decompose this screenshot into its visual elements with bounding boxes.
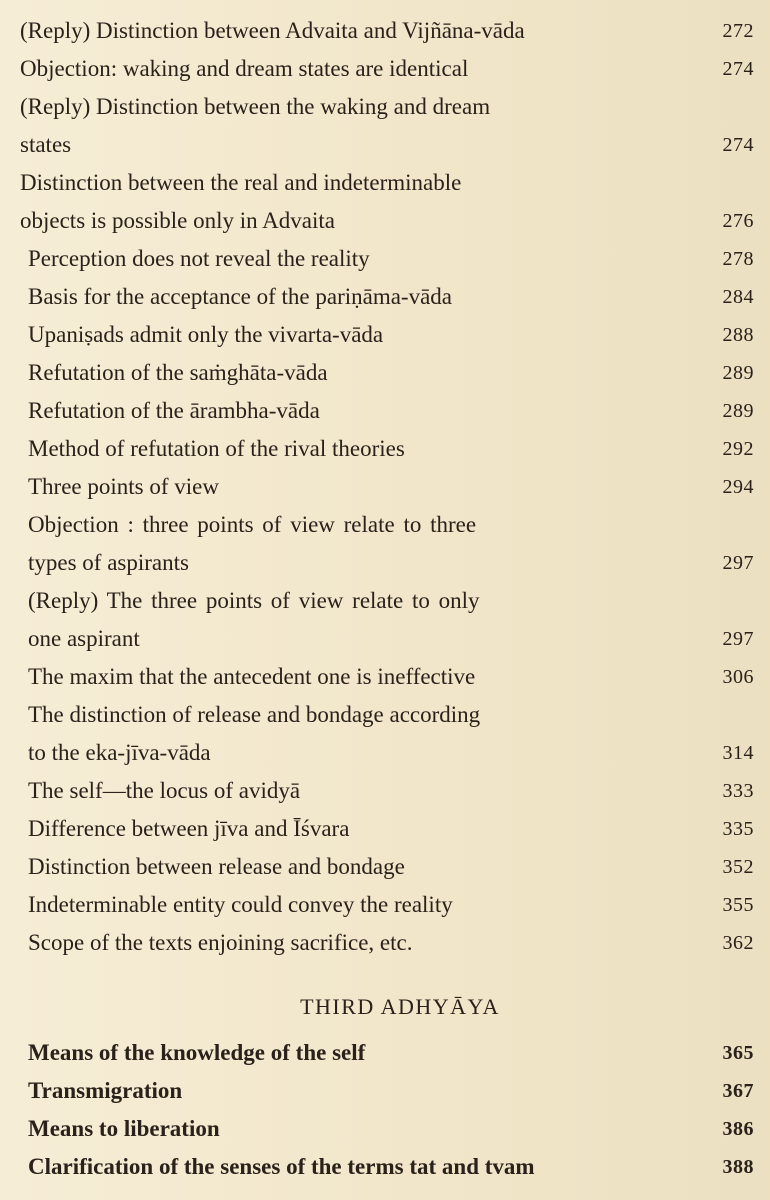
toc-entry	[20, 202, 760, 240]
toc-entry-title: one aspirant	[28, 626, 140, 651]
toc-entry-title: Method of refutation of the rival theories	[28, 436, 405, 461]
toc-entry-page: 297	[722, 552, 754, 574]
toc-entry-page: 352	[722, 856, 754, 878]
toc-entry-page: 288	[722, 324, 754, 346]
toc-entry-title: Objection : three points of view relate to three	[28, 512, 477, 537]
toc-entry-page: 386	[722, 1118, 754, 1140]
toc-entry	[20, 316, 760, 354]
toc-entry	[20, 240, 760, 278]
toc-entry-page: 355	[722, 894, 754, 916]
toc-entry-title: The self—the locus of avidyā	[28, 778, 301, 803]
toc-entry	[20, 1034, 760, 1072]
toc-entry-title: (Reply) Distinction between the waking and dream	[20, 94, 491, 119]
toc-entry	[20, 1110, 760, 1148]
toc-entry-title: Three points of view	[28, 474, 219, 499]
toc-entry-title: The maxim that the antecedent one is ineffective	[28, 664, 476, 689]
toc-entry-page: 289	[722, 362, 754, 384]
toc-entry-title: Perception does not reveal the reality	[28, 246, 370, 271]
toc-entry-page: 289	[722, 400, 754, 422]
toc-entry-title: Difference between jīva and Īśvara	[28, 816, 350, 841]
toc-entry-page: 297	[722, 628, 754, 650]
toc-entry-title: Refutation of the ārambha-vāda	[28, 398, 320, 423]
toc-entry-title: Indeterminable entity could convey the reality	[28, 892, 453, 917]
toc-entry	[20, 278, 760, 316]
toc-entry-title: Distinction between the real and indeterminable	[20, 170, 462, 195]
toc-entry	[20, 126, 760, 164]
toc-entry	[20, 430, 760, 468]
toc-entry	[20, 354, 760, 392]
toc-entry-title: to the eka-jīva-vāda	[28, 740, 211, 765]
toc-entry-title: states	[20, 132, 72, 157]
toc-entry-page: 314	[722, 742, 754, 764]
toc-entry	[20, 468, 760, 506]
toc-entry	[20, 164, 760, 202]
section-heading: THIRD ADHYĀYA	[300, 994, 500, 1019]
toc-entry	[20, 544, 760, 582]
toc-entry-title: Objection: waking and dream states are identical	[20, 56, 469, 81]
toc-entry-title: Transmigration	[28, 1078, 183, 1103]
toc-entry	[20, 582, 760, 620]
toc-entry-page: 278	[722, 248, 754, 270]
toc-entry-page: 306	[722, 666, 754, 688]
toc-entry	[20, 810, 760, 848]
toc-entry	[20, 1072, 760, 1110]
toc-entry-title: Clarification of the senses of the terms tat and tvam	[28, 1154, 535, 1179]
toc-entry	[20, 88, 760, 126]
toc-entry	[20, 1148, 760, 1186]
toc-entry	[20, 620, 760, 658]
toc-entry-title: objects is possible only in Advaita	[20, 208, 335, 233]
toc-entry-title: Means to liberation	[28, 1116, 220, 1141]
toc-entry-page: 274	[722, 58, 754, 80]
toc-entry-page: 335	[722, 818, 754, 840]
toc-entry-title: The distinction of release and bondage according	[28, 702, 481, 727]
toc-entry-page: 367	[722, 1080, 754, 1102]
toc-entry-page: 362	[722, 932, 754, 954]
toc-entry	[20, 12, 760, 50]
toc-entry-title: Upaniṣads admit only the vivarta-vāda	[28, 322, 384, 347]
toc-entry-page: 274	[722, 134, 754, 156]
toc-entry	[20, 392, 760, 430]
toc-entry-title: Distinction between release and bondage	[28, 854, 405, 879]
toc-entry-title: Refutation of the saṁghāta-vāda	[28, 360, 328, 385]
toc-entry-title: Basis for the acceptance of the pariṇāma-vāda	[28, 284, 453, 309]
toc-entry-title: Means of the knowledge of the self	[28, 1040, 366, 1065]
toc-entry-title: (Reply) The three points of view relate to only	[28, 588, 480, 613]
toc-entry	[20, 506, 760, 544]
toc-entry-page: 333	[722, 780, 754, 802]
toc-entry	[20, 734, 760, 772]
toc-entry-page: 292	[722, 438, 754, 460]
toc-entry-page: 365	[722, 1042, 754, 1064]
toc-entry	[20, 772, 760, 810]
toc-entry-page: 284	[722, 286, 754, 308]
toc-entry-page: 276	[722, 210, 754, 232]
toc-entry-page: 388	[722, 1156, 754, 1178]
toc-entry	[20, 848, 760, 886]
toc-entry-title: Scope of the texts enjoining sacrifice, etc.	[28, 930, 413, 955]
toc-entry	[20, 658, 760, 696]
toc-entry-page: 272	[722, 20, 754, 42]
toc-entry	[20, 924, 760, 962]
toc-entry	[20, 50, 760, 88]
toc-entry	[20, 696, 760, 734]
toc-entry-title: types of aspirants	[28, 550, 189, 575]
toc-entry-title: (Reply) Distinction between Advaita and Vijñāna-vāda	[20, 18, 525, 43]
table-of-contents	[20, 12, 760, 1186]
toc-entry-page: 294	[722, 476, 754, 498]
toc-entry	[20, 886, 760, 924]
